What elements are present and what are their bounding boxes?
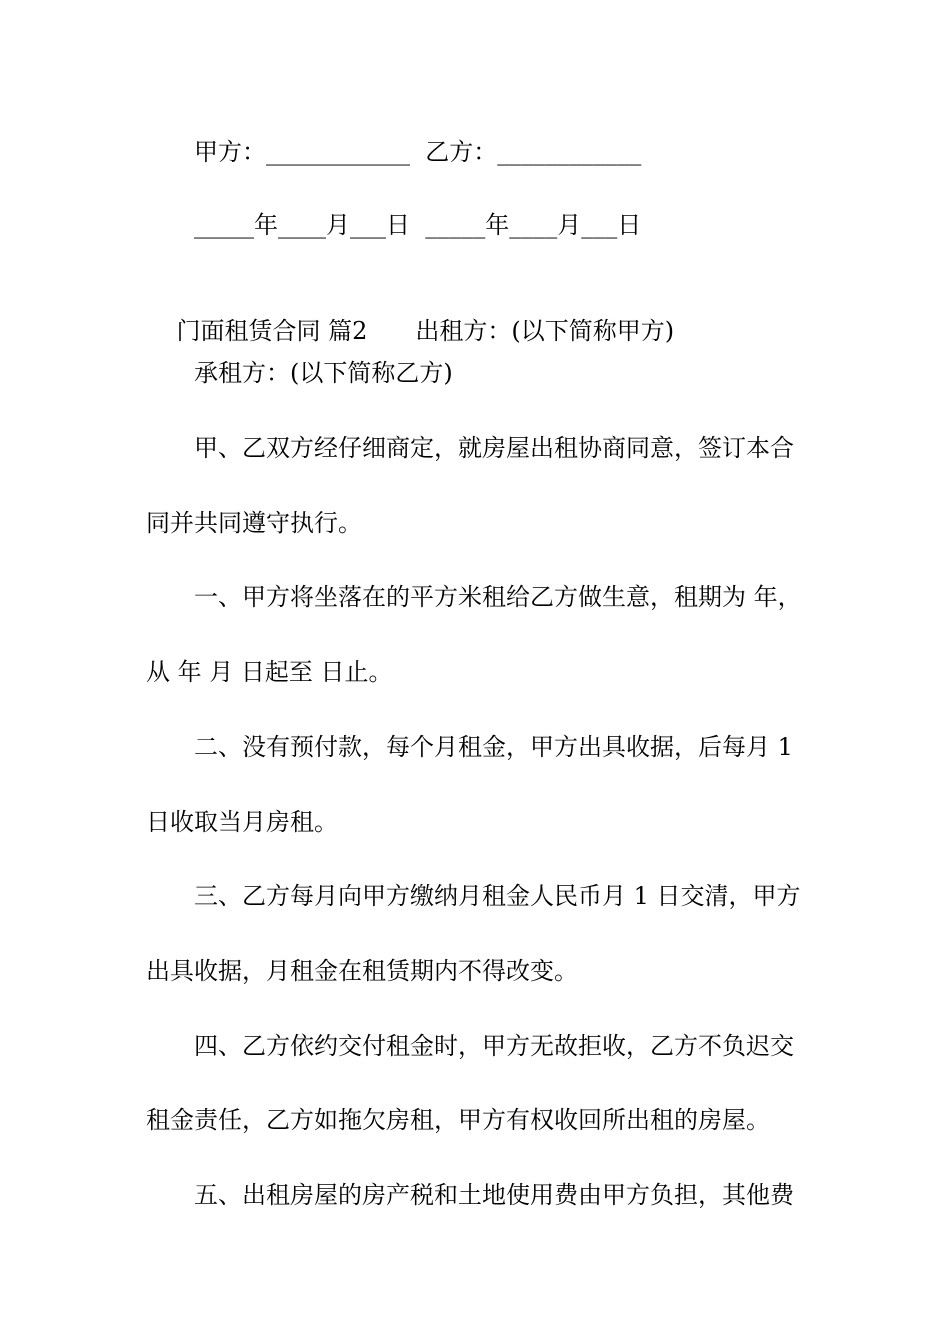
- section-title: 门面租赁合同 篇2: [176, 317, 368, 345]
- clause-4-line-2: 租金责任，乙方如拖欠房租，甲方有权收回所出租的房屋。: [146, 1106, 770, 1134]
- lessee-label: 承租方：(以下简称乙方): [194, 359, 453, 387]
- clause-2-line-1: 二、没有预付款，每个月租金，甲方出具收据，后每月 1: [194, 733, 793, 761]
- clause-3-line-2: 出具收据，月租金在租赁期内不得改变。: [146, 957, 578, 985]
- clause-3-line-1: 三、乙方每月向甲方缴纳月租金人民币月 1 日交清，甲方: [194, 882, 801, 910]
- signature-line-dates: _____年____月___日 _____年____月___日: [194, 211, 642, 239]
- paragraph-intro-line-1: 甲、乙双方经仔细商定，就房屋出租协商同意，签订本合: [194, 434, 794, 462]
- clause-1-line-2: 从 年 月 日起至 日止。: [146, 658, 393, 686]
- paragraph-intro-line-2: 同并共同遵守执行。: [146, 509, 362, 537]
- lessor-label: 出租方：(以下简称甲方): [415, 317, 675, 345]
- clause-5-line-1: 五、出租房屋的房产税和土地使用费由甲方负担，其他费: [194, 1181, 794, 1209]
- clause-4-line-1: 四、乙方依约交付租金时，甲方无故拒收，乙方不负迟交: [194, 1032, 794, 1060]
- clause-1-line-1: 一、甲方将坐落在的平方米租给乙方做生意，租期为 年，: [194, 583, 802, 611]
- signature-line-parties: 甲方：____________ 乙方：____________: [194, 138, 642, 166]
- clause-2-line-2: 日收取当月房租。: [146, 808, 338, 836]
